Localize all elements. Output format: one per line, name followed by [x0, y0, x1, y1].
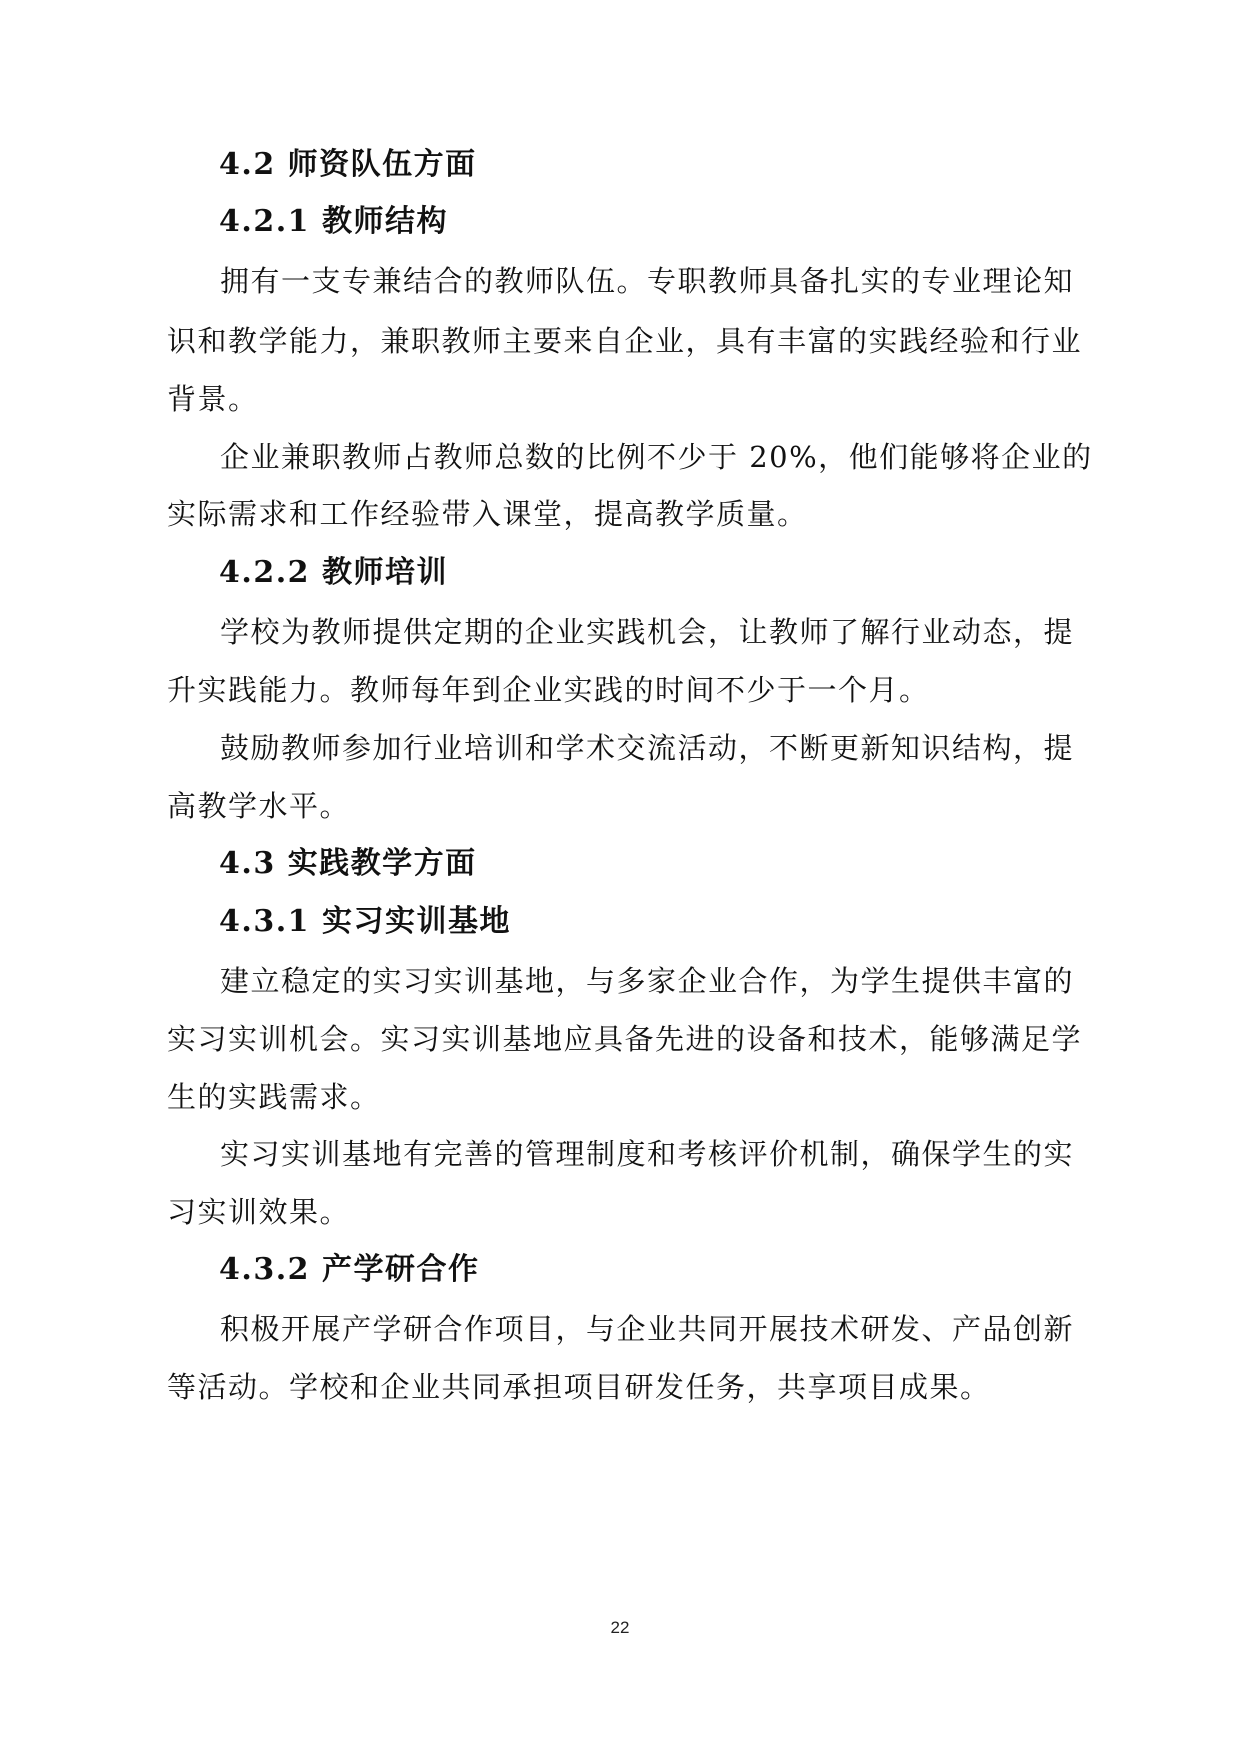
heading-4-3: 4.3 实践教学方面 [219, 846, 477, 881]
paragraph-line: 识和教学能力，兼职教师主要来自企业，具有丰富的实践经验和行业 [167, 324, 1083, 358]
paragraph-line: 企业兼职教师占教师总数的比例不少于 20%，他们能够将企业的 [220, 440, 1093, 474]
page-number: 22 [610, 1618, 630, 1637]
paragraph-line: 建立稳定的实习实训基地，与多家企业合作，为学生提供丰富的 [220, 964, 1075, 998]
paragraph-line: 高教学水平。 [167, 789, 351, 823]
paragraph-line: 等活动。学校和企业共同承担项目研发任务，共享项目成果。 [167, 1370, 991, 1404]
paragraph-line: 生的实践需求。 [167, 1080, 381, 1114]
paragraph-line: 实习实训机会。实习实训基地应具备先进的设备和技术，能够满足学 [167, 1022, 1083, 1056]
heading-4-3-1: 4.3.1 实习实训基地 [219, 904, 511, 939]
paragraph-line: 积极开展产学研合作项目，与企业共同开展技术研发、产品创新 [220, 1312, 1075, 1346]
heading-4-2-2: 4.2.2 教师培训 [219, 555, 448, 590]
heading-4-2-1: 4.2.1 教师结构 [219, 204, 448, 239]
paragraph-line: 实习实训基地有完善的管理制度和考核评价机制，确保学生的实 [220, 1137, 1075, 1171]
paragraph-line: 习实训效果。 [167, 1195, 351, 1229]
paragraph-line: 实际需求和工作经验带入课堂，提高教学质量。 [167, 497, 808, 531]
paragraph-line: 学校为教师提供定期的企业实践机会，让教师了解行业动态，提 [220, 615, 1075, 649]
paragraph-line: 升实践能力。教师每年到企业实践的时间不少于一个月。 [167, 673, 930, 707]
paragraph-line: 背景。 [167, 382, 259, 416]
heading-4-2: 4.2 师资队伍方面 [219, 147, 477, 182]
paragraph-line: 拥有一支专兼结合的教师队伍。专职教师具备扎实的专业理论知 [220, 264, 1075, 298]
paragraph-line: 鼓励教师参加行业培训和学术交流活动，不断更新知识结构，提 [220, 731, 1075, 765]
heading-4-3-2: 4.3.2 产学研合作 [219, 1252, 480, 1287]
